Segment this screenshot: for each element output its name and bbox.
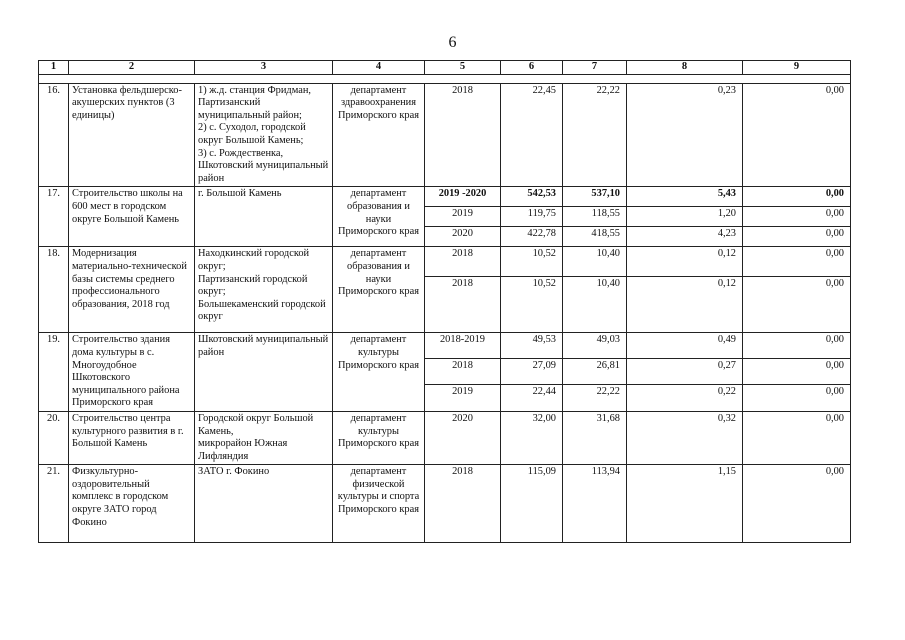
header-row (39, 61, 851, 75)
col9-value-cell: 0,00 (743, 227, 851, 247)
row-number-cell: 20. (39, 411, 69, 464)
col9-value-cell: 0,00 (743, 207, 851, 227)
header-cell: 3 (195, 61, 333, 75)
location-cell: Находкинский городской округ; Партизанский городской округ; Большекаменский городской округ (195, 247, 333, 333)
department-cell: департамент культуры Приморского края (333, 333, 425, 412)
col6-value-cell: 22,45 (501, 83, 563, 187)
col6-value-cell: 49,53 (501, 333, 563, 359)
location-cell: Шкотовский муниципальный район (195, 333, 333, 412)
year-cell: 2019 (425, 385, 501, 412)
row-number-cell: 16. (39, 83, 69, 187)
col8-value-cell: 0,12 (627, 277, 743, 333)
col9-value-cell: 0,00 (743, 83, 851, 187)
spacer-row (39, 74, 851, 83)
spacer-cell (39, 74, 851, 83)
col6-value-cell: 119,75 (501, 207, 563, 227)
col7-value-cell: 10,40 (563, 247, 627, 277)
col9-value-cell: 0,00 (743, 465, 851, 543)
table-body (39, 61, 851, 543)
header-cell: 8 (627, 61, 743, 75)
location-cell: ЗАТО г. Фокино (195, 465, 333, 543)
department-cell: департамент образования и науки Приморского края (333, 247, 425, 333)
year-cell: 2018 (425, 277, 501, 333)
year-cell: 2019 (425, 207, 501, 227)
col9-value-cell: 0,00 (743, 277, 851, 333)
department-cell: департамент физической культуры и спорта Приморского края (333, 465, 425, 543)
col6-value-cell: 422,78 (501, 227, 563, 247)
table-row (39, 465, 851, 543)
project-name-cell: Установка фельдшерско-акушерских пунктов (3 единицы) (69, 83, 195, 187)
table-row (39, 333, 851, 359)
department-cell: департамент здравоохранения Приморского края (333, 83, 425, 187)
col6-value-cell: 10,52 (501, 247, 563, 277)
col9-value-cell: 0,00 (743, 358, 851, 385)
col7-value-cell: 113,94 (563, 465, 627, 543)
department-cell: департамент образования и науки Приморского края (333, 187, 425, 247)
col6-value-cell: 32,00 (501, 411, 563, 464)
col6-value-cell: 542,53 (501, 187, 563, 207)
year-cell: 2018-2019 (425, 333, 501, 359)
col8-value-cell: 4,23 (627, 227, 743, 247)
col6-value-cell: 115,09 (501, 465, 563, 543)
location-cell: г. Большой Камень (195, 187, 333, 247)
year-cell: 2018 (425, 83, 501, 187)
table-row (39, 187, 851, 207)
row-number-cell: 17. (39, 187, 69, 247)
col8-value-cell: 1,15 (627, 465, 743, 543)
col8-value-cell: 0,23 (627, 83, 743, 187)
year-cell: 2018 (425, 358, 501, 385)
project-name-cell: Строительство центра культурного развития в г. Большой Камень (69, 411, 195, 464)
col9-value-cell: 0,00 (743, 411, 851, 464)
col7-value-cell: 26,81 (563, 358, 627, 385)
table-row (39, 411, 851, 464)
col6-value-cell: 27,09 (501, 358, 563, 385)
year-cell: 2019 -2020 (425, 187, 501, 207)
col8-value-cell: 5,43 (627, 187, 743, 207)
project-name-cell: Физкультурно-оздоровительный комплекс в городском округе ЗАТО город Фокино (69, 465, 195, 543)
table-row (39, 83, 851, 187)
project-name-cell: Модернизация материально-технической базы системы среднего профессионального образования, 2018 год (69, 247, 195, 333)
row-number-cell: 18. (39, 247, 69, 333)
header-cell: 9 (743, 61, 851, 75)
col8-value-cell: 0,12 (627, 247, 743, 277)
year-cell: 2020 (425, 411, 501, 464)
col7-value-cell: 49,03 (563, 333, 627, 359)
col7-value-cell: 537,10 (563, 187, 627, 207)
col7-value-cell: 22,22 (563, 385, 627, 412)
header-cell: 1 (39, 61, 69, 75)
header-cell: 6 (501, 61, 563, 75)
project-name-cell: Строительство здания дома культуры в с. Многоудобное Шкотовского муниципального района Приморского края (69, 333, 195, 412)
page-number: 6 (448, 34, 457, 51)
col7-value-cell: 31,68 (563, 411, 627, 464)
col8-value-cell: 1,20 (627, 207, 743, 227)
col7-value-cell: 418,55 (563, 227, 627, 247)
col9-value-cell: 0,00 (743, 187, 851, 207)
row-number-cell: 21. (39, 465, 69, 543)
project-name-cell: Строительство школы на 600 мест в городском округе Большой Камень (69, 187, 195, 247)
department-cell: департамент культуры Приморского края (333, 411, 425, 464)
col7-value-cell: 22,22 (563, 83, 627, 187)
header-cell: 2 (69, 61, 195, 75)
year-cell: 2018 (425, 247, 501, 277)
table-row (39, 247, 851, 277)
col7-value-cell: 118,55 (563, 207, 627, 227)
col8-value-cell: 0,22 (627, 385, 743, 412)
col9-value-cell: 0,00 (743, 385, 851, 412)
col9-value-cell: 0,00 (743, 333, 851, 359)
header-cell: 4 (333, 61, 425, 75)
col6-value-cell: 22,44 (501, 385, 563, 412)
projects-table (38, 60, 851, 543)
year-cell: 2020 (425, 227, 501, 247)
col6-value-cell: 10,52 (501, 277, 563, 333)
col9-value-cell: 0,00 (743, 247, 851, 277)
col7-value-cell: 10,40 (563, 277, 627, 333)
year-cell: 2018 (425, 465, 501, 543)
header-cell: 7 (563, 61, 627, 75)
header-cell: 5 (425, 61, 501, 75)
location-cell: 1) ж.д. станция Фридман, Партизанский муниципальный район; 2) с. Суходол, городской округ Большой Камень; 3) с. Рождественка, Шкотовский муниципальный район (195, 83, 333, 187)
location-cell: Городской округ Большой Камень, микрорайон Южная Лифляндия (195, 411, 333, 464)
row-number-cell: 19. (39, 333, 69, 412)
col8-value-cell: 0,32 (627, 411, 743, 464)
col8-value-cell: 0,49 (627, 333, 743, 359)
col8-value-cell: 0,27 (627, 358, 743, 385)
